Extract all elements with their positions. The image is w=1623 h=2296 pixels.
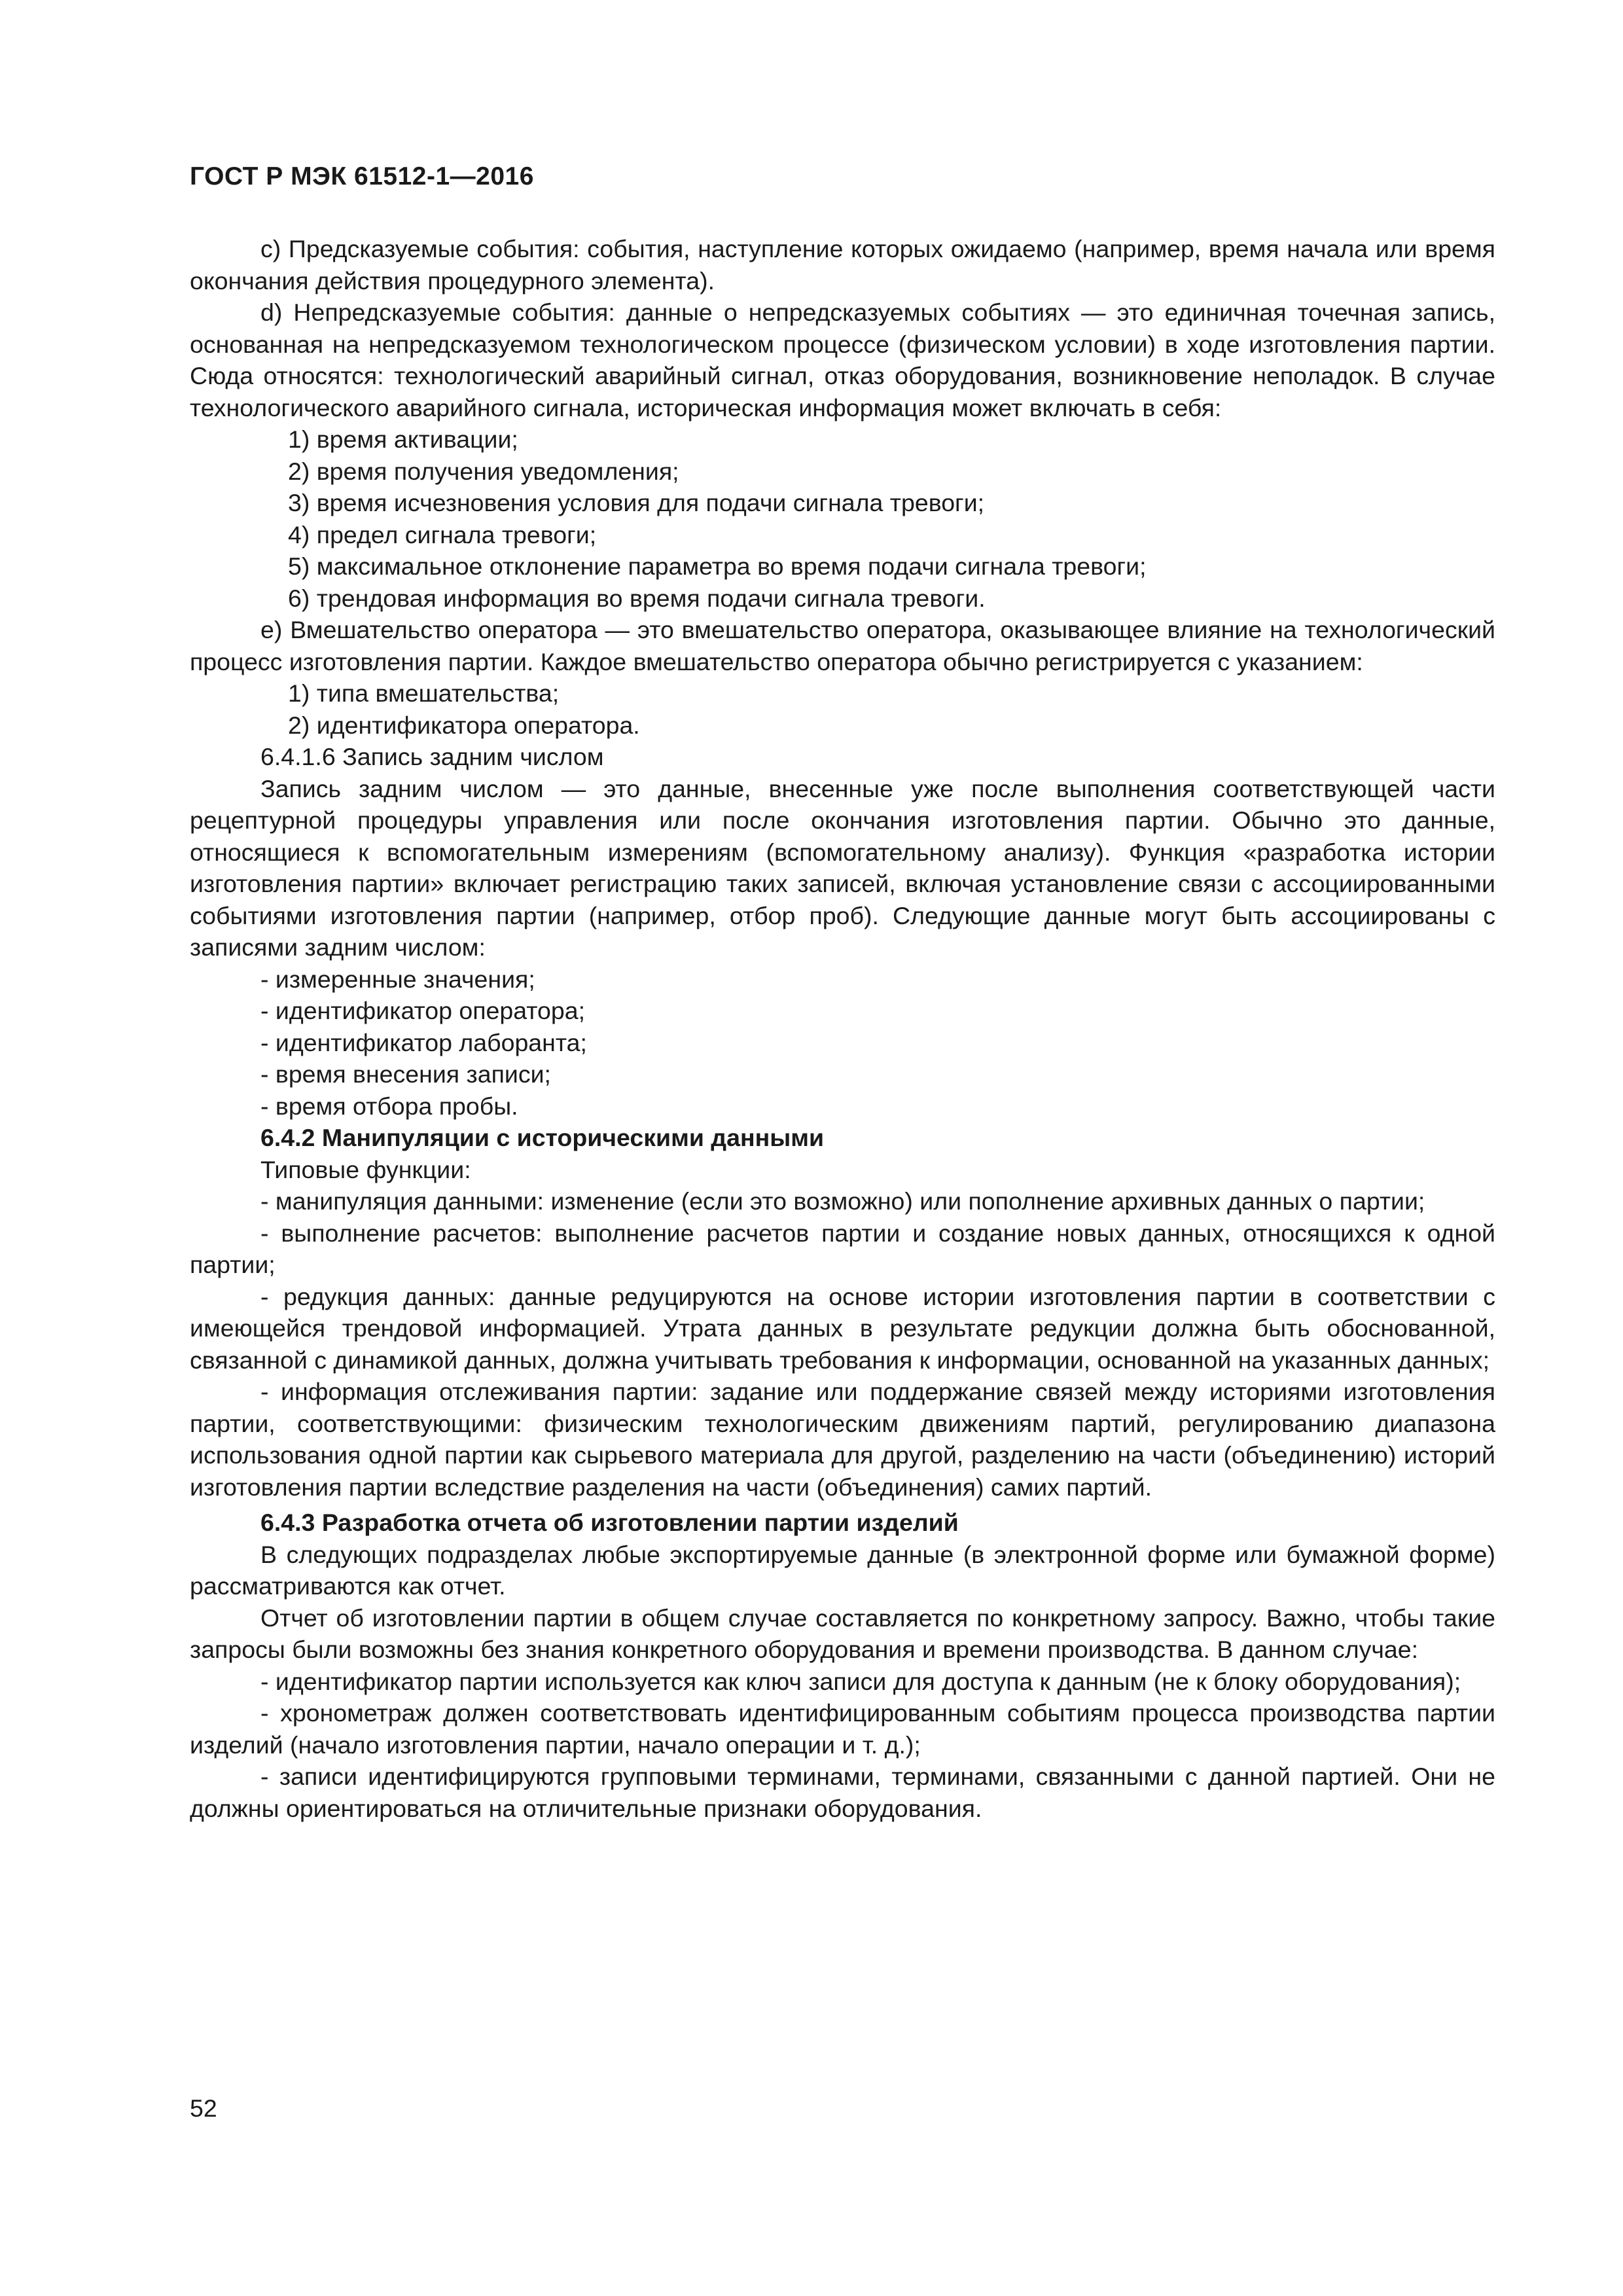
list-item: - идентификатор партии используется как ключ записи для доступа к данным (не к блоку оборудования);	[260, 1667, 1461, 1695]
paragraph-report-request: Отчет об изготовлении партии в общем случае составляется по конкретному запросу. Важно, чтобы такие запросы были возможны без знания конкретного оборудования и времени производства. В данном случае:	[190, 1604, 1495, 1663]
page-number: 52	[190, 2094, 217, 2122]
list-item: 1) типа вмешательства;	[288, 679, 560, 707]
list-item: 4) предел сигнала тревоги;	[288, 520, 597, 548]
list-item: 6) трендовая информация во время подачи сигнала тревоги.	[288, 584, 986, 612]
paragraph-d: d) Непредсказуемые события: данные о непредсказуемых событиях — это единичная точечная запись, основанная на непредсказуемом технологическом процессе (физическом условии) в ходе изготовления партии. Сюда относятся: технологический аварийный сигнал, отказ оборудования, возникновение неполадок. В случае технологического аварийного сигнала, историческая информация может включать в себя:	[190, 298, 1495, 422]
list-item: - информация отслеживания партии: задание или поддержание связей между историями изготовления партии, соответствующими: физическим технологическим движениям партий, регулированию диапазона использования одной партии как сырьевого материала для другой, разделению на части (объединению) историй изготовления партии вследствие разделения на части (объединения) самих партий.	[190, 1378, 1495, 1501]
list-item: - редукция данных: данные редуцируются на основе истории изготовления партии в соответствии с имеющейся трендовой информацией. Утрата данных в результате редукции должна быть обоснованной, связанной с динамикой данных, должна учитывать требования к информации, основанной на указанных данных;	[190, 1282, 1495, 1374]
list-item: - выполнение расчетов: выполнение расчетов партии и создание новых данных, относящихся к одной партии;	[190, 1219, 1495, 1278]
list-item: - хронометраж должен соответствовать идентифицированным событиям процесса производства партии изделий (начало изготовления партии, начало операции и т. д.);	[190, 1699, 1495, 1759]
paragraph-typical-functions: Типовые функции:	[260, 1155, 471, 1183]
list-item: - идентификатор оператора;	[260, 997, 586, 1024]
document-header: ГОСТ Р МЭК 61512-1—2016	[190, 162, 534, 190]
list-item: - идентификатор лаборанта;	[260, 1028, 587, 1056]
document-body	[190, 233, 1495, 1824]
list-item: 2) время получения уведомления;	[288, 457, 679, 485]
list-item: 3) время исчезновения условия для подачи сигнала тревоги;	[288, 489, 985, 516]
section-heading-642: 6.4.2 Манипуляции с историческими данными	[260, 1124, 825, 1151]
paragraph-backdated-record: Запись задним числом — это данные, внесенные уже после выполнения соответствующей части рецептурной процедуры управления или после окончания изготовления партии. Обычно это данные, относящиеся к вспомогательным измерениям (вспомогательному анализу). Функция «разработка истории изготовления партии» включает регистрацию таких записей, включая установление связи с ассоциированными событиями изготовления партии (например, отбор проб). Следующие данные могут быть ассоциированы с записями задним числом:	[190, 774, 1495, 961]
list-item: 2) идентификатора оператора.	[288, 711, 640, 739]
paragraph-c: c) Предсказуемые события: события, наступление которых ожидаемо (например, время начала или время окончания действия процедурного элемента).	[190, 235, 1495, 295]
list-item: - манипуляция данными: изменение (если это возможно) или пополнение архивных данных о партии;	[260, 1187, 1425, 1215]
list-item: - измеренные значения;	[260, 965, 535, 993]
section-heading-643: 6.4.3 Разработка отчета об изготовлении партии изделий	[260, 1509, 959, 1536]
paragraph-report-definition: В следующих подразделах любые экспортируемые данные (в электронной форме или бумажной форме) рассматриваются как отчет.	[190, 1540, 1495, 1600]
list-item: 5) максимальное отклонение параметра во время подачи сигнала тревоги;	[288, 552, 1147, 580]
list-item: - записи идентифицируются групповыми терминами, терминами, связанными с данной партией. Они не должны ориентироваться на отличительные признаки оборудования.	[190, 1763, 1495, 1822]
list-item: - время внесения записи;	[260, 1060, 551, 1088]
list-item: - время отбора пробы.	[260, 1092, 518, 1120]
subsection-heading-6416: 6.4.1.6 Запись задним числом	[260, 743, 604, 770]
list-item: 1) время активации;	[288, 425, 518, 453]
paragraph-e: e) Вмешательство оператора — это вмешательство оператора, оказывающее влияние на технологический процесс изготовления партии. Каждое вмешательство оператора обычно регистрируется с указанием:	[190, 616, 1495, 675]
